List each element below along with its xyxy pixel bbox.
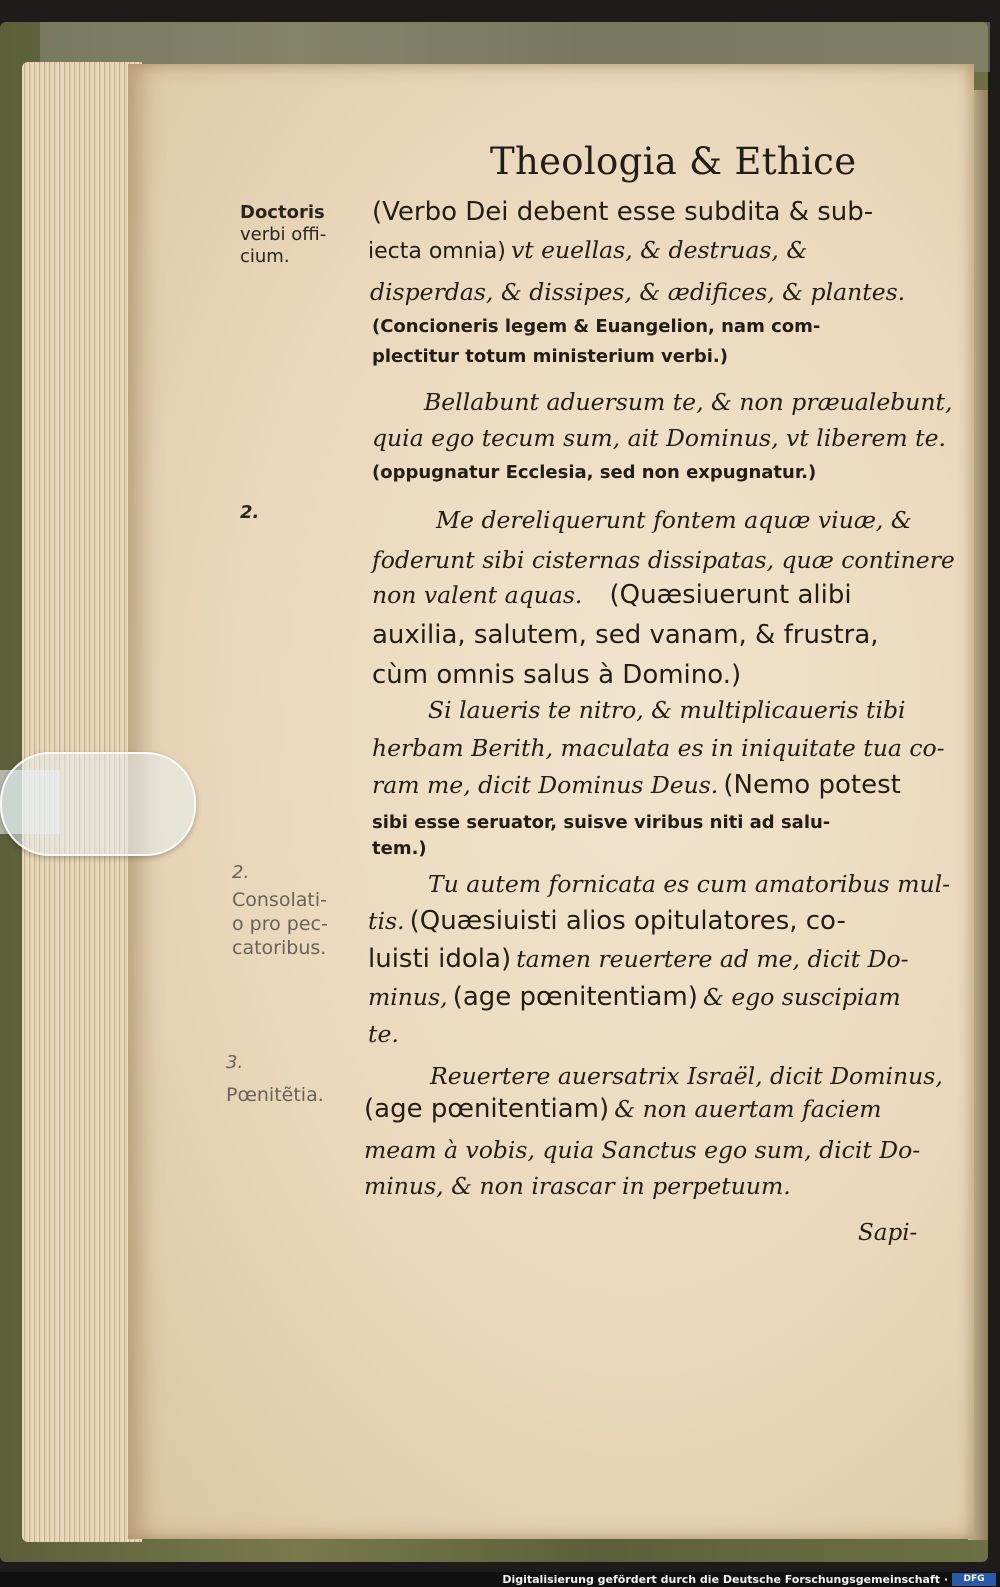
margin-line: cium.	[240, 246, 290, 267]
dfg-logo-icon: DFG	[952, 1573, 996, 1586]
margin-line: Doctoris	[240, 202, 325, 223]
text-line: herbam Berith, maculata es in iniquitate tua co-	[372, 734, 945, 762]
text-line	[364, 1094, 882, 1124]
text-line: auxilia, salutem, sed vanam, & frustra,	[372, 620, 879, 650]
text-line: disperdas, & dissipes, & ædifices, & plantes.	[370, 278, 906, 306]
text-line: minus, & non irascar in perpetuum.	[364, 1172, 791, 1200]
text-line: Si laueris te nitro, & multiplicaueris tibi	[428, 696, 906, 724]
text-line: meam à vobis, quia Sanctus ego sum, dicit Do-	[364, 1136, 921, 1164]
text-roman: (age pœnitentiam)	[452, 982, 698, 1012]
text-italic: minus,	[368, 983, 448, 1011]
page-clip	[0, 752, 196, 856]
text-italic: tis.	[368, 907, 405, 935]
text-line	[372, 580, 852, 610]
text-line	[372, 770, 901, 800]
text-roman: (Quæsiuerunt alibi	[609, 580, 852, 610]
text-line: tem.)	[372, 838, 427, 859]
text-line	[368, 944, 909, 974]
text-roman: (age pœnitentiam)	[364, 1094, 610, 1124]
text-italic: & ego suscipiam	[702, 983, 901, 1011]
text-italic: & non auertam faciem	[614, 1095, 882, 1123]
text-italic: vt euellas, & destruas, &	[510, 236, 808, 264]
text-line: quia ego tecum sum, ait Dominus, vt liberem te.	[372, 424, 946, 452]
margin-note-consolatio	[232, 888, 328, 960]
text-line	[368, 982, 901, 1012]
text-line	[368, 236, 807, 264]
text-line: (Verbo Dei debent esse subdita & sub-	[372, 197, 874, 227]
margin-line: Consolati-	[232, 889, 327, 911]
text-line: Bellabunt aduersum te, & non præualebunt,	[424, 388, 953, 416]
text-line: (oppugnatur Ecclesia, sed non expugnatur.)	[372, 462, 817, 483]
text-line: foderunt sibi cisternas dissipatas, quæ continere	[372, 546, 955, 574]
text-roman: (Nemo potest	[723, 770, 901, 800]
margin-note-doctoris	[240, 202, 326, 268]
margin-line: verbi offi-	[240, 224, 327, 245]
text-italic: ram me, dicit Dominus Deus.	[372, 771, 719, 799]
text-line: Me dereliquerunt fontem aquæ viuæ, &	[436, 506, 912, 534]
margin-number-2a: 2.	[240, 502, 260, 523]
footer-credit: Digitalisierung gefördert durch die Deutsche Forschungsgemeinschaft ·	[502, 1573, 948, 1586]
text-roman: luisti idola)	[368, 944, 512, 974]
text-line: (Concioneris legem & Euangelion, nam com-	[372, 316, 821, 337]
text-line: te.	[368, 1020, 399, 1048]
margin-line: o pro pec-	[232, 913, 328, 935]
text-line: Tu autem fornicata es cum amatoribus mul-	[428, 870, 951, 898]
text-line: Reuertere auersatrix Israël, dicit Dominus,	[430, 1062, 943, 1090]
text-line	[368, 906, 846, 936]
text-line: plectitur totum ministerium verbi.)	[372, 346, 728, 367]
text-roman: (Quæsiuisti alios opitulatores, co-	[409, 906, 846, 936]
running-header: Theologia & Ethice	[490, 140, 857, 183]
margin-number-3: 3.	[226, 1052, 244, 1073]
text-line: cùm omnis salus à Domino.)	[372, 660, 742, 690]
margin-line: catoribus.	[232, 937, 327, 959]
margin-number-2b: 2.	[232, 862, 250, 883]
text-italic: non valent aquas.	[372, 581, 583, 609]
text-italic: tamen reuertere ad me, dicit Do-	[516, 945, 909, 973]
catchword: Sapi-	[858, 1220, 918, 1246]
text-line: sibi esse seruator, suisve viribus niti ad salu-	[372, 812, 831, 833]
text-roman: iecta omnia)	[368, 239, 506, 264]
margin-note-poenitentia: Pœnitẽtia.	[226, 1084, 324, 1106]
